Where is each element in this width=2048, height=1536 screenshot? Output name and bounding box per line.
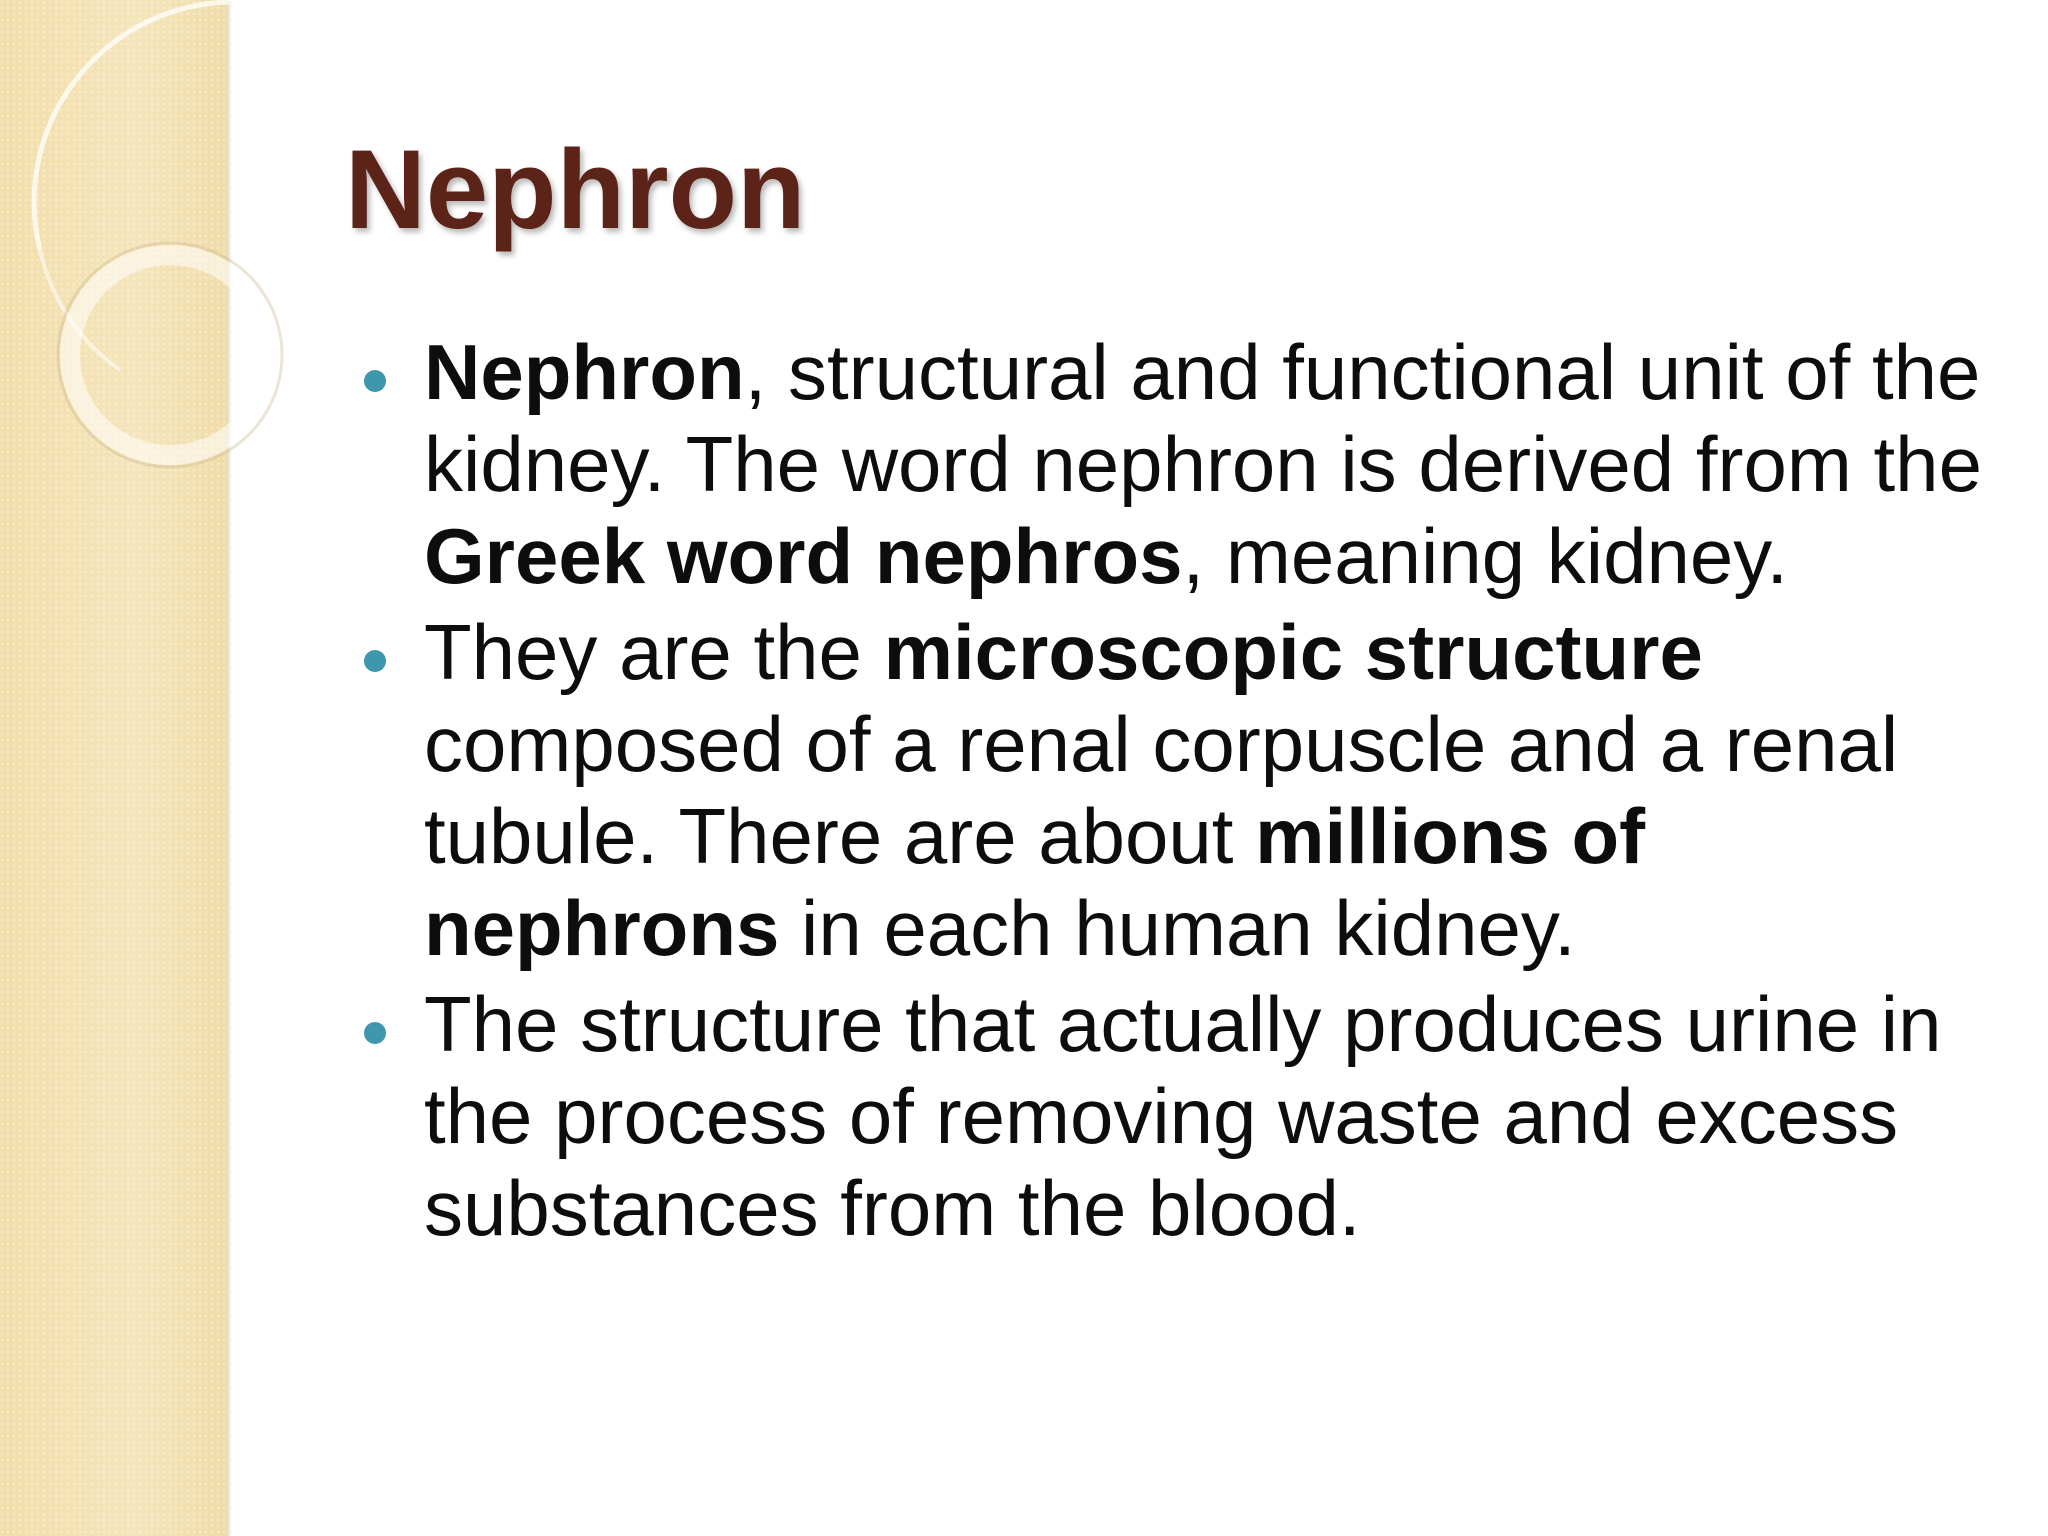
bullet-list (362, 326, 2012, 1258)
plain-text: , structural and functional unit of the kidney. The word nephron is derived from the (424, 328, 1982, 508)
plain-text: They are the (424, 608, 884, 696)
bullet-dot-icon (364, 370, 386, 392)
small-ring-shade (58, 243, 282, 467)
bullet-item (362, 606, 2012, 974)
bullet-text (424, 326, 2012, 602)
bold-text: Greek word nephros (424, 512, 1183, 600)
plain-text: in each human kidney. (779, 884, 1576, 972)
bullet-text (424, 606, 2012, 974)
bullet-dot-icon (364, 1022, 386, 1044)
decorative-rings-icon (0, 0, 330, 520)
large-arc (34, 2, 230, 250)
bullet-item (362, 978, 2012, 1254)
bold-text: microscopic structure (883, 608, 1703, 696)
bold-text: millions of nephrons (424, 792, 1646, 972)
plain-text: The structure that actually produces urine in the process of removing waste and excess substances from the blood. (424, 980, 1942, 1252)
plain-text: , meaning kidney. (1182, 512, 1789, 600)
bullet-dot-icon (364, 650, 386, 672)
slide-title: Nephron (345, 127, 806, 252)
bold-text: Nephron (424, 328, 745, 416)
bullet-item (362, 326, 2012, 602)
plain-text: composed of a renal corpuscle and a renal tubule. There are about (424, 700, 1899, 880)
bullet-text (424, 978, 2012, 1254)
